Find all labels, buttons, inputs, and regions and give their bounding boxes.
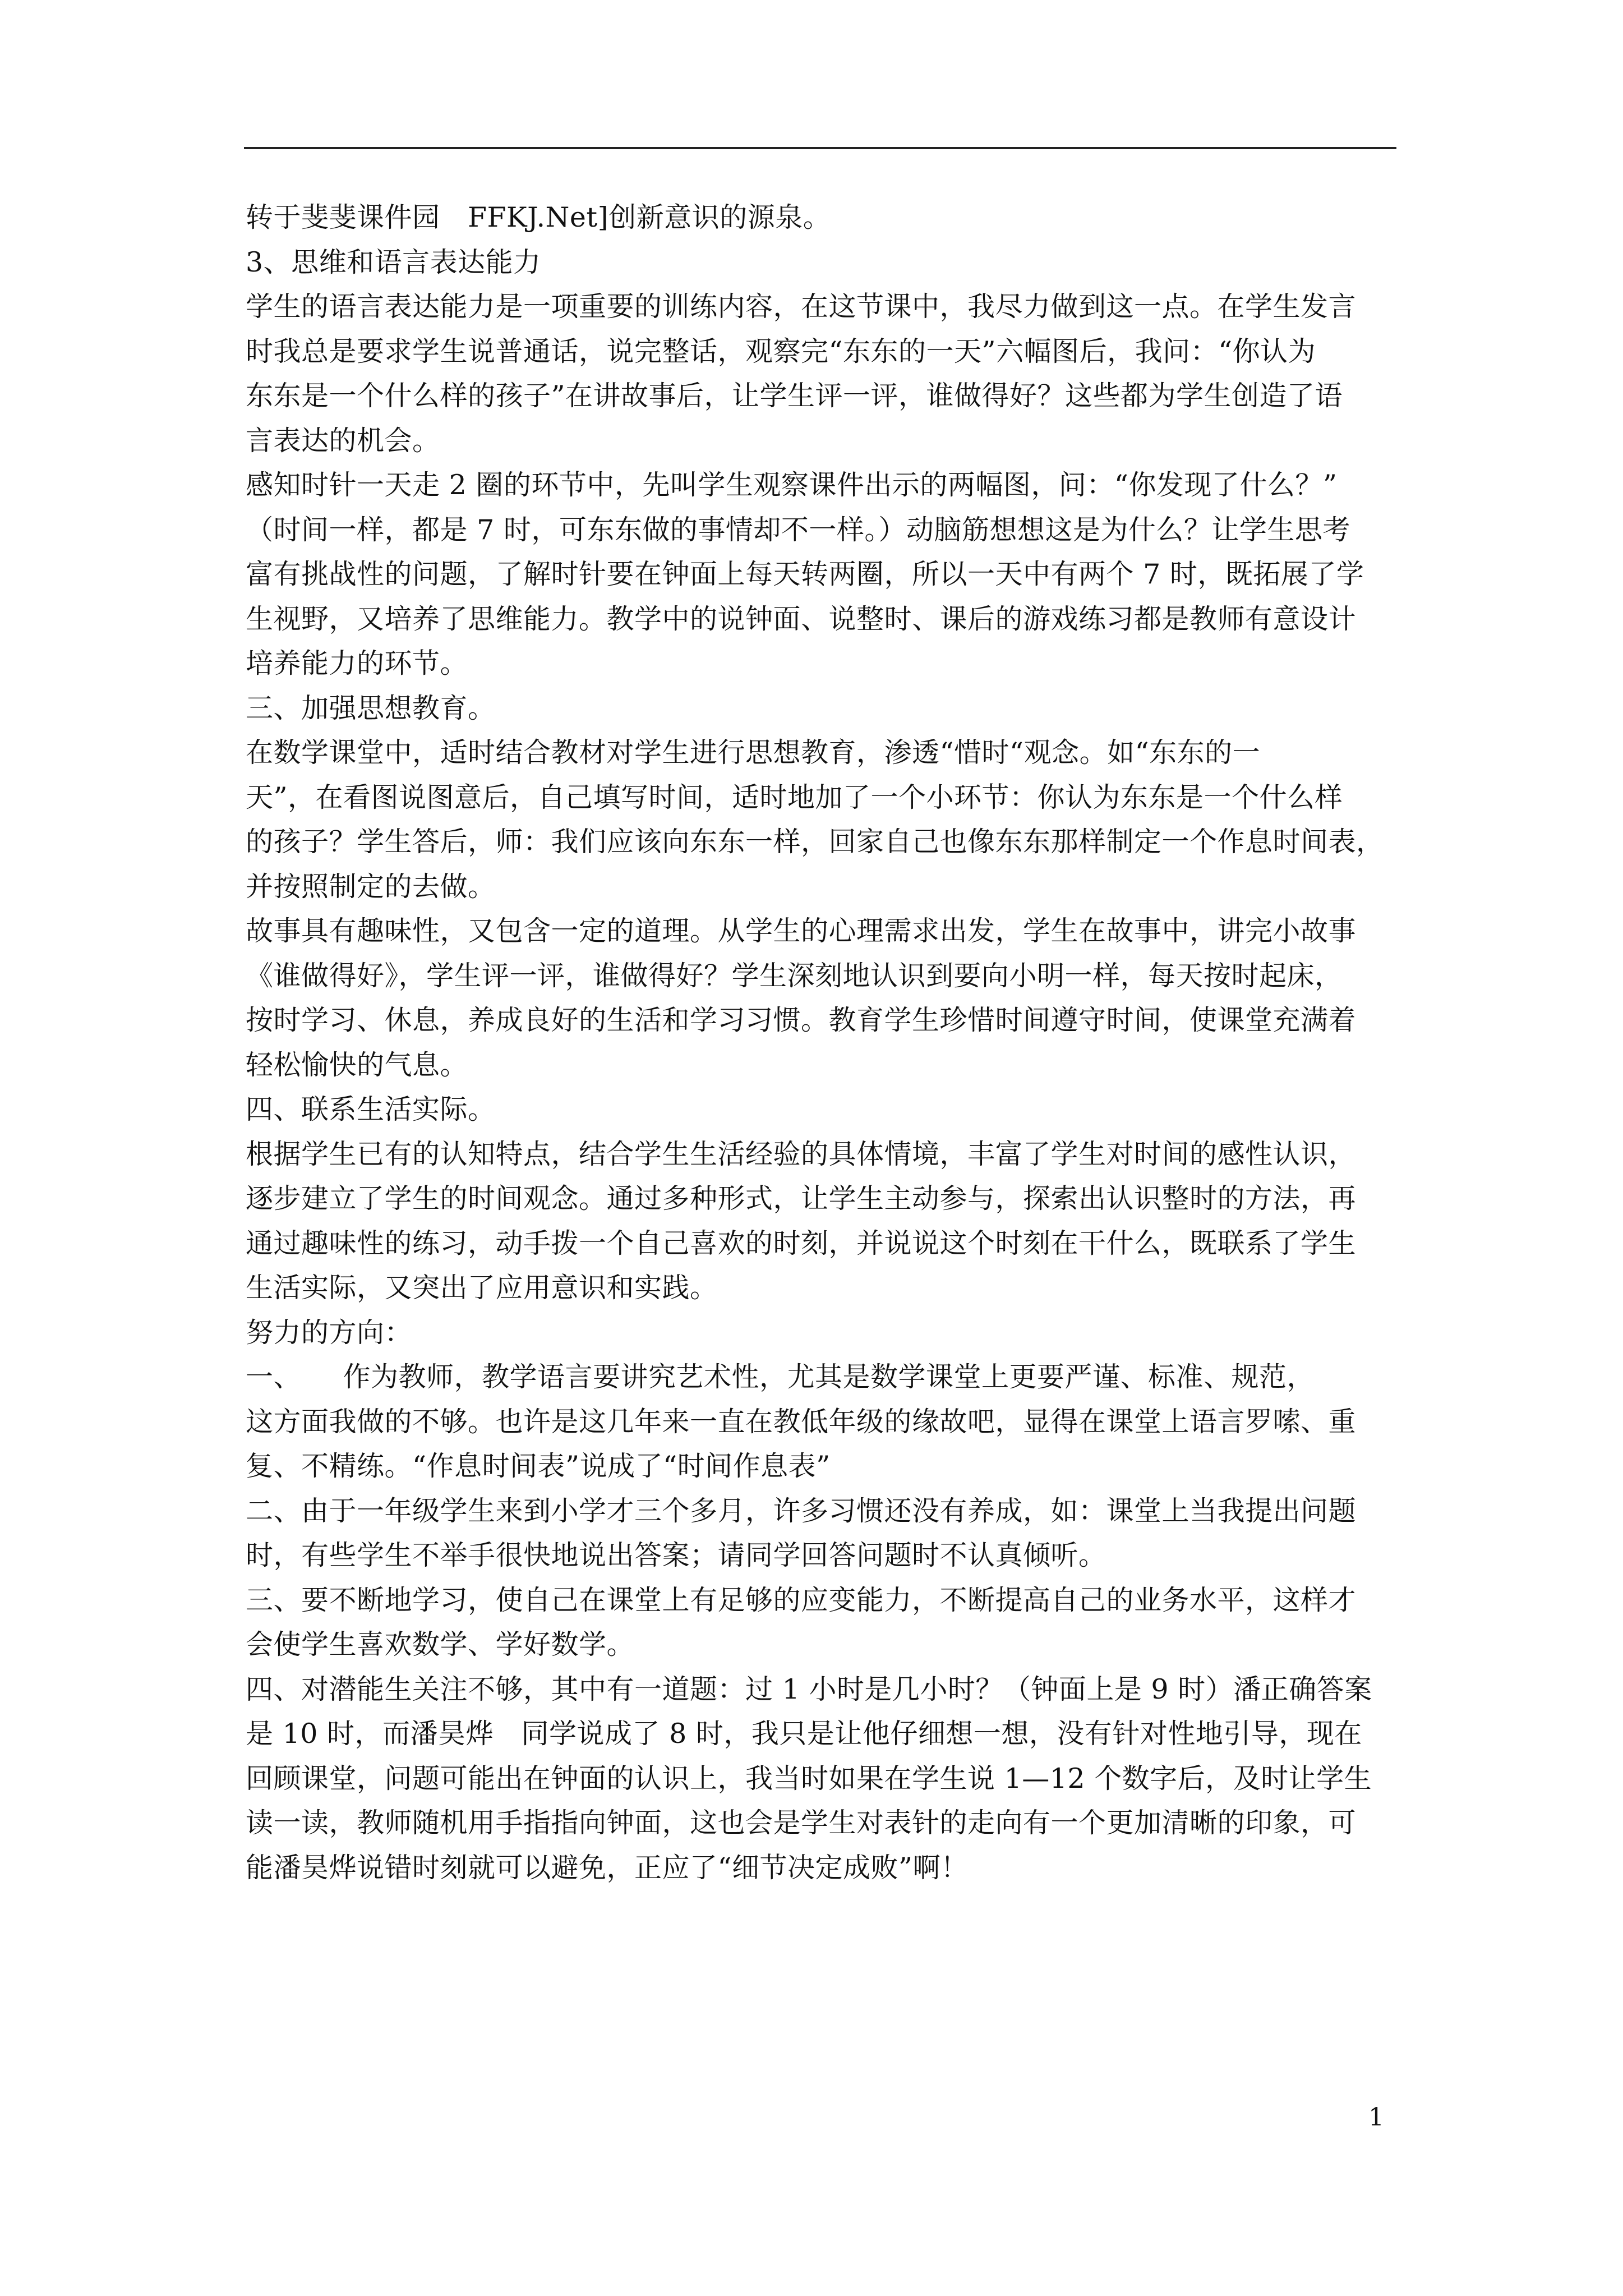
text-line: 是 10 时，而潘昊烨 同学说成了 8 时，我只是让他仔细想一想，没有针对性地引导，现在 bbox=[246, 1718, 1362, 1750]
text-line: 时，有些学生不举手很快地说出答案；请同学回答问题时不认真倾听。 bbox=[246, 1539, 1106, 1571]
text-line: 生活实际，又突出了应用意识和实践。 bbox=[246, 1272, 718, 1304]
text-line: 三、要不断地学习，使自己在课堂上有足够的应变能力，不断提高自己的业务水平，这样才 bbox=[246, 1584, 1357, 1616]
section-heading: 四、联系生活实际。 bbox=[246, 1093, 496, 1125]
section-heading: 三、加强思想教育。 bbox=[246, 692, 496, 724]
section-heading: 3、思维和语言表达能力 bbox=[246, 246, 541, 278]
text-line: 的孩子？学生答后，师：我们应该向东东一样，回家自己也像东东那样制定一个作息时间表， bbox=[246, 826, 1384, 858]
text-line: 东东是一个什么样的孩子”在讲故事后，让学生评一评，谁做得好？这些都为学生创造了语 bbox=[246, 380, 1343, 412]
text-line: 读一读，教师随机用手指指向钟面，这也会是学生对表针的走向有一个更加清晰的印象，可 bbox=[246, 1807, 1357, 1839]
text-line: 根据学生已有的认知特点，结合学生生活经验的具体情境，丰富了学生对时间的感性认识， bbox=[246, 1138, 1357, 1170]
text-line: 复、不精练。“作息时间表”说成了“时间作息表” bbox=[246, 1450, 831, 1482]
text-line: 一、 作为教师，教学语言要讲究艺术性，尤其是数学课堂上更要严谨、标准、规范， bbox=[246, 1361, 1315, 1393]
page-number: 1 bbox=[1368, 2103, 1384, 2132]
text-line: 回顾课堂，问题可能出在钟面的认识上，我当时如果在学生说 1—12 个数字后，及时让学生 bbox=[246, 1762, 1372, 1795]
text-line: 生视野，又培养了思维能力。教学中的说钟面、说整时、课后的游戏练习都是教师有意设计 bbox=[246, 602, 1357, 635]
text-line: 二、由于一年级学生来到小学才三个多月，许多习惯还没有养成，如：课堂上当我提出问题 bbox=[246, 1494, 1357, 1527]
text-line: 在数学课堂中，适时结合教材对学生进行思想教育，渗透“惜时“观念。如“东东的一 bbox=[246, 737, 1261, 769]
text-line: 通过趣味性的练习，动手拨一个自己喜欢的时刻，并说说这个时刻在干什么，既联系了学生 bbox=[246, 1227, 1357, 1259]
text-line: 学生的语言表达能力是一项重要的训练内容，在这节课中，我尽力做到这一点。在学生发言 bbox=[246, 291, 1357, 323]
text-line: 能潘昊烨说错时刻就可以避免，正应了“细节决定成败”啊！ bbox=[246, 1851, 969, 1884]
text-line: 故事具有趣味性，又包含一定的道理。从学生的心理需求出发，学生在故事中，讲完小故事 bbox=[246, 915, 1357, 947]
section-heading: 努力的方向： bbox=[246, 1316, 413, 1349]
text-line: 这方面我做的不够。也许是这几年来一直在教低年级的缘故吧，显得在课堂上语言罗嗦、重 bbox=[246, 1405, 1357, 1438]
text-line: 轻松愉快的气息。 bbox=[246, 1048, 468, 1081]
text-line: 逐步建立了学生的时间观念。通过多种形式，让学生主动参与，探索出认识整时的方法，再 bbox=[246, 1182, 1357, 1214]
text-line: 四、对潜能生关注不够，其中有一道题：过 1 小时是几小时？（钟面上是 9 时）潘正确答案 bbox=[246, 1673, 1372, 1705]
text-line: 并按照制定的去做。 bbox=[246, 870, 496, 903]
text-line: 会使学生喜欢数学、学好数学。 bbox=[246, 1628, 635, 1660]
text-line: 按时学习、休息，养成良好的生活和学习习惯。教育学生珍惜时间遵守时间，使课堂充满着 bbox=[246, 1004, 1357, 1036]
text-line: 言表达的机会。 bbox=[246, 424, 440, 457]
text-line: 时我总是要求学生说普通话，说完整话，观察完“东东的一天”六幅图后，我问：“你认为 bbox=[246, 335, 1316, 367]
header-rule bbox=[244, 147, 1396, 149]
text-line: 天”，在看图说图意后，自己填写时间，适时地加了一个小环节：你认为东东是一个什么样 bbox=[246, 781, 1343, 813]
document-body bbox=[246, 195, 1401, 1890]
text-line: 《谁做得好》，学生评一评，谁做得好？学生深刻地认识到要向小明一样，每天按时起床， bbox=[246, 959, 1343, 992]
text-line: 培养能力的环节。 bbox=[246, 647, 468, 679]
text-line: 富有挑战性的问题，了解时针要在钟面上每天转两圈，所以一天中有两个 7 时，既拓展了学 bbox=[246, 558, 1364, 590]
text-line: （时间一样，都是 7 时，可东东做的事情却不一样。）动脑筋想想这是为什么？让学生思考 bbox=[246, 513, 1350, 546]
text-line: 感知时针一天走 2 圈的环节中，先叫学生观察课件出示的两幅图，问：“你发现了什么？” bbox=[246, 469, 1338, 501]
text-line: 转于斐斐课件园 FFKJ.Net]创新意识的源泉。 bbox=[246, 201, 831, 233]
